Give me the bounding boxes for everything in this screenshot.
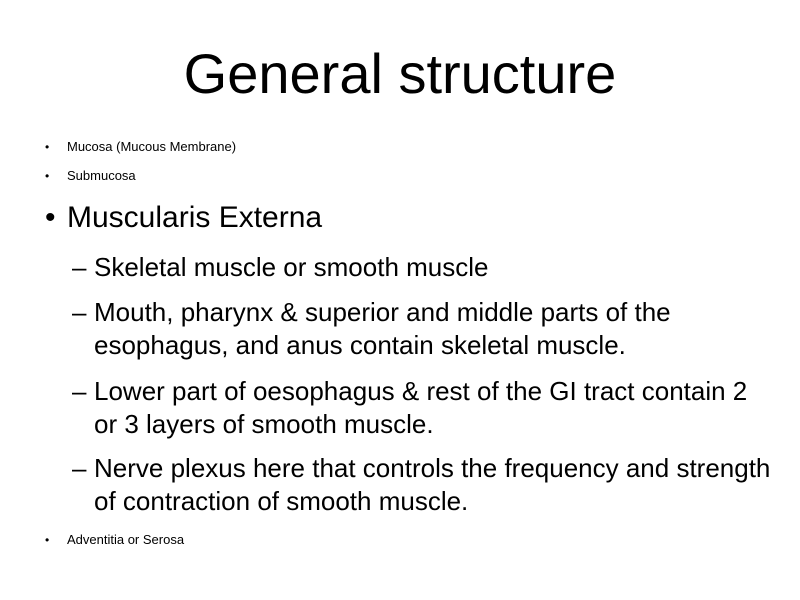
dash-marker: – — [72, 297, 87, 327]
bullet-marker: • — [45, 140, 50, 154]
bullet-marker: • — [45, 201, 56, 234]
sub-item-text: Mouth, pharynx & superior and middle parts of the esophagus, and anus contain skeletal muscle. — [94, 297, 671, 360]
dash-marker: – — [72, 453, 87, 483]
bullet-text: Submucosa — [67, 168, 136, 183]
bullet-text: Adventitia or Serosa — [67, 532, 185, 547]
sub-item-text: Nerve plexus here that controls the frequency and strength of contraction of smooth muscle. — [94, 453, 771, 516]
slide-title: General structure — [183, 42, 617, 105]
bullet-marker: • — [45, 169, 50, 183]
dash-marker: – — [72, 252, 87, 282]
sub-item-text: Lower part of oesophagus & rest of the GI tract contain 2 or 3 layers of smooth muscle. — [94, 376, 748, 439]
bullet-text: Muscularis Externa — [67, 201, 323, 234]
bullet-text: Mucosa (Mucous Membrane) — [67, 139, 237, 154]
dash-marker: – — [72, 376, 87, 406]
sub-item-text: Skeletal muscle or smooth muscle — [94, 252, 489, 282]
bullet-marker: • — [45, 533, 50, 547]
